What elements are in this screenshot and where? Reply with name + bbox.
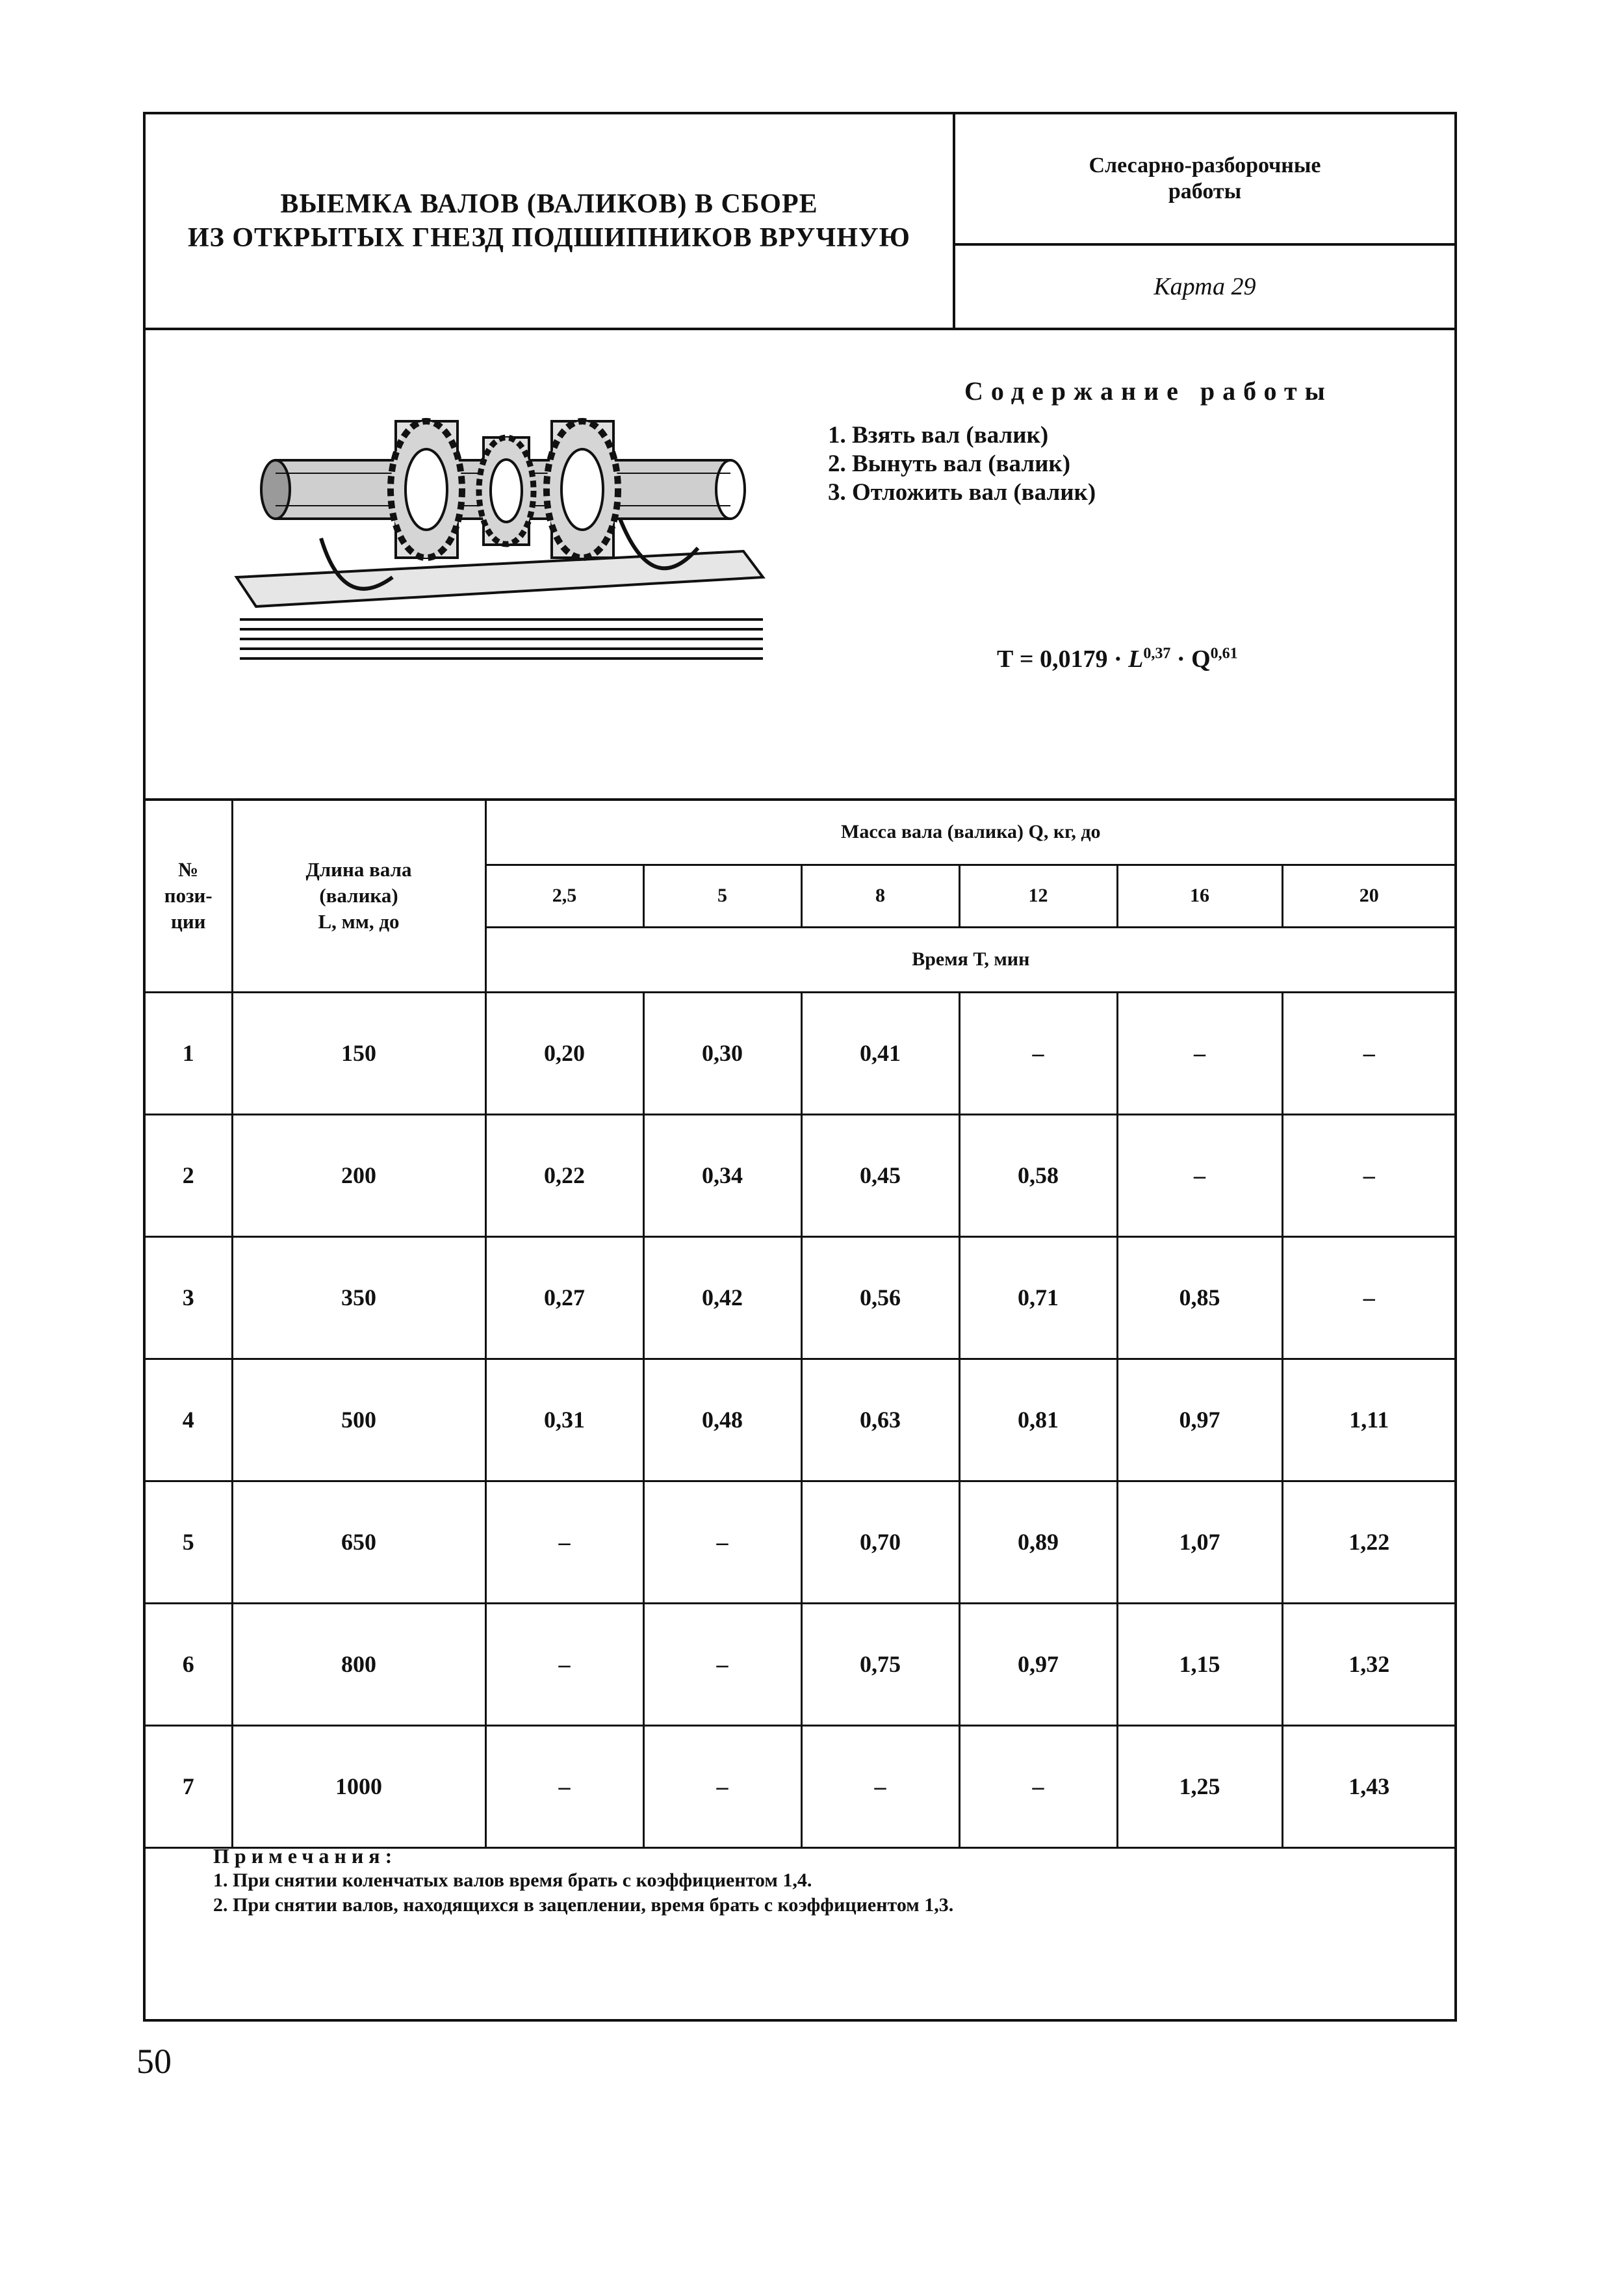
time-cell: – bbox=[801, 1725, 959, 1847]
formula-L: L bbox=[1128, 645, 1144, 673]
work-content-section bbox=[146, 330, 1454, 801]
time-cell: 0,42 bbox=[643, 1236, 801, 1359]
work-content-title: Содержание работы bbox=[964, 376, 1333, 406]
mass-header: Масса вала (валика) Q, кг, до bbox=[485, 801, 1455, 865]
time-cell: – bbox=[959, 1725, 1117, 1847]
time-cell: 0,63 bbox=[801, 1359, 959, 1481]
formula-L-exponent: 0,37 bbox=[1143, 645, 1171, 662]
row-length: 800 bbox=[232, 1603, 485, 1725]
row-position: 4 bbox=[146, 1359, 232, 1481]
row-position: 6 bbox=[146, 1603, 232, 1725]
table-row bbox=[146, 1236, 1455, 1359]
time-cell: – bbox=[643, 1481, 801, 1603]
time-cell: 1,43 bbox=[1282, 1725, 1455, 1847]
mass-value: 12 bbox=[959, 865, 1117, 927]
card-frame bbox=[143, 112, 1457, 2022]
mass-value: 5 bbox=[643, 865, 801, 927]
time-cell: – bbox=[1117, 1114, 1282, 1236]
row-position: 7 bbox=[146, 1725, 232, 1847]
row-position: 5 bbox=[146, 1481, 232, 1603]
time-cell: 0,30 bbox=[643, 992, 801, 1114]
time-cell: 0,41 bbox=[801, 992, 959, 1114]
time-cell: 1,32 bbox=[1282, 1603, 1455, 1725]
time-cell: 0,97 bbox=[959, 1603, 1117, 1725]
time-cell: – bbox=[485, 1481, 643, 1603]
notes-title: Примечания: bbox=[213, 1844, 398, 1868]
time-cell: 1,11 bbox=[1282, 1359, 1455, 1481]
time-formula bbox=[997, 645, 1238, 673]
time-cell: 0,45 bbox=[801, 1114, 959, 1236]
mass-value: 2,5 bbox=[485, 865, 643, 927]
time-cell: – bbox=[643, 1725, 801, 1847]
time-cell: – bbox=[485, 1603, 643, 1725]
norm-table bbox=[146, 801, 1455, 1849]
work-steps bbox=[828, 421, 1096, 507]
time-cell: 0,85 bbox=[1117, 1236, 1282, 1359]
formula-prefix: Т = 0,0179 · bbox=[997, 645, 1129, 673]
page-number: 50 bbox=[136, 2042, 172, 2081]
time-cell: 0,56 bbox=[801, 1236, 959, 1359]
table-row bbox=[146, 1114, 1455, 1236]
time-cell: – bbox=[1282, 1236, 1455, 1359]
mass-value: 16 bbox=[1117, 865, 1282, 927]
table-row bbox=[146, 1603, 1455, 1725]
time-cell: – bbox=[485, 1725, 643, 1847]
formula-Q-exponent: 0,61 bbox=[1210, 645, 1238, 662]
row-position: 2 bbox=[146, 1114, 232, 1236]
time-cell: – bbox=[1117, 992, 1282, 1114]
time-cell: 0,71 bbox=[959, 1236, 1117, 1359]
work-step: 2. Вынуть вал (валик) bbox=[828, 450, 1071, 477]
time-cell: 0,97 bbox=[1117, 1359, 1282, 1481]
col-position-header: № пози- ции bbox=[146, 801, 232, 992]
row-position: 3 bbox=[146, 1236, 232, 1359]
time-cell: 1,22 bbox=[1282, 1481, 1455, 1603]
mass-value: 20 bbox=[1282, 865, 1455, 927]
time-cell: – bbox=[959, 992, 1117, 1114]
row-length: 1000 bbox=[232, 1725, 485, 1847]
table-row bbox=[146, 1481, 1455, 1603]
table-row bbox=[146, 1359, 1455, 1481]
table-row bbox=[146, 1725, 1455, 1847]
card-number: Карта 29 bbox=[1154, 273, 1256, 300]
row-length: 500 bbox=[232, 1359, 485, 1481]
note-item: 1. При снятии коленчатых валов время брать с коэффициентом 1,4. bbox=[213, 1870, 812, 1891]
formula-Q: Q bbox=[1191, 645, 1211, 673]
formula-dot: · bbox=[1170, 645, 1192, 673]
row-length: 200 bbox=[232, 1114, 485, 1236]
time-cell: – bbox=[1282, 1114, 1455, 1236]
time-cell: – bbox=[1282, 992, 1455, 1114]
time-header: Время Т, мин bbox=[485, 927, 1455, 992]
time-cell: 1,25 bbox=[1117, 1725, 1282, 1847]
time-cell: 0,20 bbox=[485, 992, 643, 1114]
time-cell: 0,81 bbox=[959, 1359, 1117, 1481]
card-title: ВЫЕМКА ВАЛОВ (ВАЛИКОВ) В СБОРЕ ИЗ ОТКРЫТЫХ ГНЕЗД ПОДШИПНИКОВ ВРУЧНУЮ bbox=[146, 114, 955, 328]
shaft-illustration bbox=[230, 363, 789, 662]
time-cell: 0,48 bbox=[643, 1359, 801, 1481]
time-cell: 0,31 bbox=[485, 1359, 643, 1481]
table-row bbox=[146, 992, 1455, 1114]
time-cell: – bbox=[643, 1603, 801, 1725]
time-cell: 0,89 bbox=[959, 1481, 1117, 1603]
time-cell: 0,34 bbox=[643, 1114, 801, 1236]
time-cell: 1,07 bbox=[1117, 1481, 1282, 1603]
time-cell: 0,75 bbox=[801, 1603, 959, 1725]
time-cell: 0,22 bbox=[485, 1114, 643, 1236]
work-step: 3. Отложить вал (валик) bbox=[828, 479, 1096, 506]
time-cell: 0,27 bbox=[485, 1236, 643, 1359]
col-length-header: Длина вала (валика) L, мм, до bbox=[232, 801, 485, 992]
card-header bbox=[146, 114, 1454, 330]
notes bbox=[146, 1844, 1454, 1918]
row-length: 650 bbox=[232, 1481, 485, 1603]
work-step: 1. Взять вал (валик) bbox=[828, 422, 1049, 449]
time-cell: 0,70 bbox=[801, 1481, 959, 1603]
row-length: 350 bbox=[232, 1236, 485, 1359]
note-item: 2. При снятии валов, находящихся в зацеплении, время брать с коэффициентом 1,3. bbox=[213, 1894, 954, 1916]
time-cell: 1,15 bbox=[1117, 1603, 1282, 1725]
work-category: Слесарно-разборочные работы bbox=[955, 114, 1454, 246]
row-length: 150 bbox=[232, 992, 485, 1114]
time-cell: 0,58 bbox=[959, 1114, 1117, 1236]
row-position: 1 bbox=[146, 992, 232, 1114]
mass-value: 8 bbox=[801, 865, 959, 927]
